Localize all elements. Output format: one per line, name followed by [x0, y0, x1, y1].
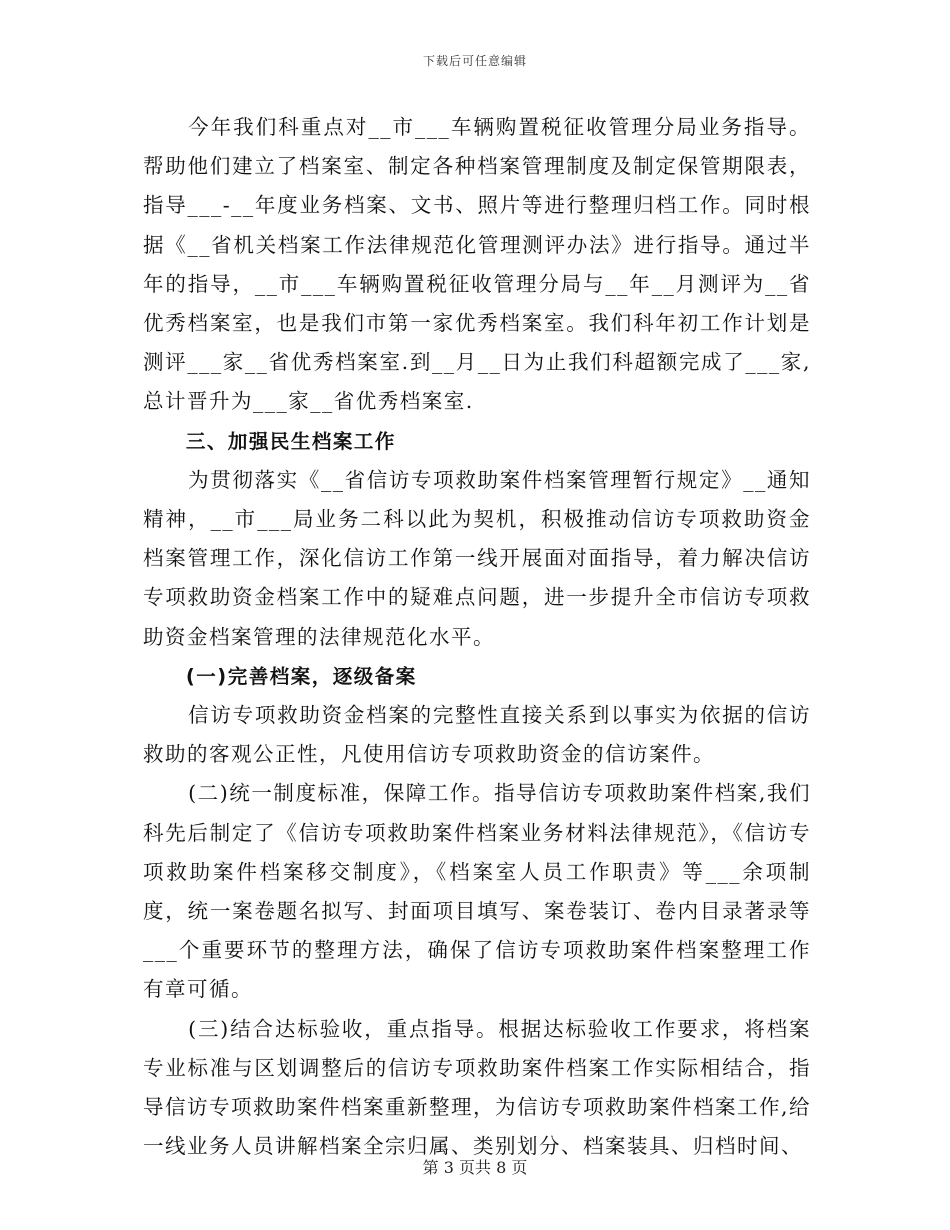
section-heading-livelihood-archives: 三、加强民生档案工作 — [185, 429, 396, 453]
paragraph-archive-completeness: 信访专项救助资金档案的完整性直接关系到以事实为依据的信访救助的客观公正性，凡使用信访专项救助资金的信访案件。 — [143, 703, 811, 767]
paragraph-acceptance-guidance: (三)结合达标验收，重点指导。根据达标验收工作要求，将档案专业标准与区划调整后的信访专项救助案件档案工作实际相结合，指导信访专项救助案件档案重新整理，为信访专项救助案件档案工作,给一线业务人员讲解档案全宗归属、类别划分、档案装具、归档时间、 — [143, 1016, 812, 1159]
page-header: 下载后可任意编辑 — [422, 54, 527, 68]
page-footer: 第 3 页共 8 页 — [422, 1158, 528, 1177]
paragraph-petition-archive-rules: 为贯彻落实《__省信访专项救助案件档案管理暂行规定》__通知精神，__市___局业务二科以此为契机，积极推动信访专项救助资金档案管理工作，深化信访工作第一线开展面对面指导，着力解决信访专项救助资金档案工作中的疑难点问题，进一步提升全市信访专项救助资金档案管理的法律规范化水平。 — [143, 467, 811, 649]
paragraph-vehicle-tax-archive: 今年我们科重点对__市___车辆购置税征收管理分局业务指导。帮助他们建立了档案室、制定各种档案管理制度及制定保管期限表，指导___-__年度业务档案、文书、照片等进行整理归档工作。同时根据《__省机关档案工作法律规范化管理测评办法》进行指导。通过半年的指导，__市___车辆购置税征收管理分局与__年__月测评为__省优秀档案室，也是我们市第一家优秀档案室。我们科年初工作计划是测评___家__省优秀档案室.到__月__日为止我们科超额完成了___家,总计晋升为___家__省优秀档案室. — [143, 115, 811, 414]
document-body — [143, 108, 811, 1166]
paragraph-unified-standards: (二)统一制度标准，保障工作。指导信访专项救助案件档案,我们科先后制定了《信访专项救助案件档案业务材料法律规范》，《信访专项救助案件档案移交制度》，《档案室人员工作职责》等___余项制度，统一案卷题名拟写、封面项目填写、案卷装订、卷内目录著录等___个重要环节的整理方法，确保了信访专项救助案件档案整理工作有章可循。 — [143, 781, 811, 1002]
subheading-improve-archives: (一)完善档案，逐级备案 — [185, 664, 417, 688]
